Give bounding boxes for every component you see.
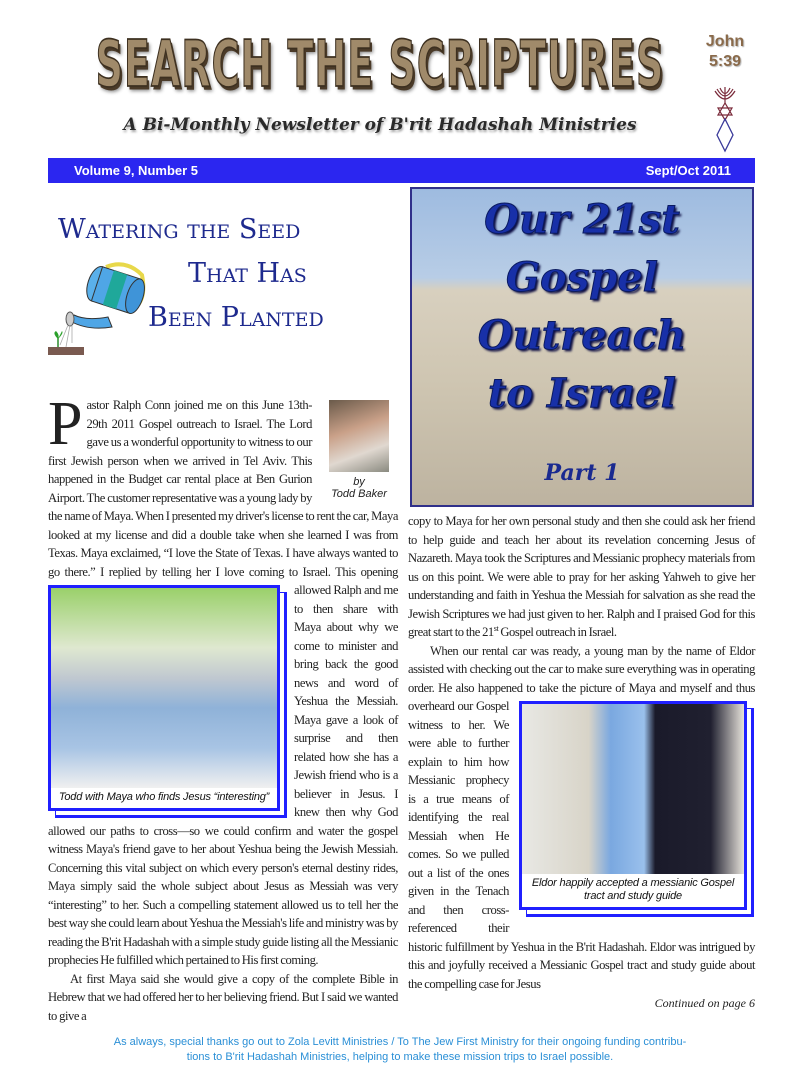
article-paragraph (408, 642, 755, 994)
article-title-line: Watering the Seed (58, 214, 301, 245)
hero-image (410, 187, 754, 507)
verse-book: John (705, 33, 745, 50)
issue-bar (48, 158, 755, 183)
footer-line: tions to B'rit Hadashah Ministries, helping to make these mission trips to Israel possible. (186, 1051, 614, 1063)
photo-caption: Todd with Maya who finds Jesus “interesting” (58, 791, 270, 803)
article-title-line: That Has (188, 258, 307, 289)
hero-title-line: Our 21st (484, 196, 680, 243)
messianic-seal-icon (713, 85, 737, 153)
issue-date: Sept/Oct 2011 (645, 163, 731, 178)
scripture-reference (700, 32, 750, 72)
footer-thanks (40, 1035, 760, 1065)
newsletter-subtitle: A Bi-Monthly Newsletter of B'rit Hadashah Ministries (123, 115, 637, 135)
byline (320, 476, 398, 500)
byline-by: by (353, 476, 365, 488)
issue-volume: Volume 9, Number 5 (74, 163, 199, 178)
photo-caption-line: Eldor happily accepted a messianic Gospel (531, 877, 735, 889)
verse-number: 5:39 (708, 53, 742, 70)
right-column (408, 512, 755, 1011)
hero-part: Part 1 (544, 460, 620, 486)
photo-todd-maya (48, 585, 280, 811)
article-title-line: Been Planted (148, 302, 324, 333)
photo-caption-line: tract and study guide (584, 890, 682, 902)
hero-title (412, 191, 752, 423)
continued-note: Continued on page 6 (654, 996, 755, 1010)
article-text: confirm and water the gospel witness Maya's friend gave to her about Yeshua being the Jewish Messiah. Concerning this vital subject on which every person's eternal destiny rides, Maya simply said the whole subject about Jesus as Messiah was very “interesting” to her. Such a compelling statement allowed us to tell her the best way she could learn about Yeshua the Messiah's life and ministry was by reading the B'rit Hadashah with a simple study guide listing all the Messianic prophecies He fulfilled which pertained to His first coming. (48, 823, 399, 967)
article-text: astor Ralph Conn joined me on this June 13th-29th 2011 Gospel outreach to Israel. The Lord gave us a wonderful opportunity to witness to our first Jewish person when we arrived in Tel Aviv. This happened in the Budget car rental place at Ben Gurion Airport. The customer representative was a young lady by the name of Maya. When I presented my driver's license to rent the car, Maya looked at (48, 398, 398, 542)
article-text: Gospel outreach in Israel. (498, 625, 617, 639)
hero-title-line: to Israel (488, 370, 676, 417)
superscript: st (493, 623, 499, 633)
footer-line: As always, special thanks go out to Zola Levitt Ministries / To The Jew First Ministry for their ongoing funding contribu- (113, 1036, 687, 1048)
photo-image (51, 588, 277, 788)
article-text: At first Maya said she would give a copy of the complete Bible in Hebrew that we had offered her to her believing friend. But I said we wanted to give a (48, 971, 398, 1023)
article-text: copy to Maya for her own personal study and then she could ask her friend to help guide and teach her about its revelation concerning Jesus of Nazareth. Maya took the Scriptures and Messianic prophecy materials from us on this point. We were able to pray for her asking Yahweh to give her understanding and faith in Yeshua the Messiah for salvation as she read the Jewish Scriptures we had just given to her. Ralph and I praised God for this great start to the 21 (408, 514, 755, 639)
drop-cap: P (48, 390, 83, 458)
left-column (48, 390, 399, 1025)
hero-title-line: Gospel (506, 254, 658, 301)
article-text: my license and did a double take when she learned I was from Texas. Maya exclaimed, “I love the State of Texas. I have always wanted to go there.” I replied by telling her I love coming to Israel. This opening allowed Ralph (48, 527, 399, 597)
author-photo (329, 400, 389, 472)
byline-author: Todd Baker (331, 488, 387, 500)
watering-can-illustration (46, 255, 146, 357)
article-text: When our rental car was ready, a young man by the name of Eldor assisted with checking out the car to make sure everything was in operating order. He also happened to take the picture of Maya and myself and thus (408, 643, 755, 695)
author-box (320, 400, 398, 500)
photo-caption (522, 874, 744, 907)
photo-image (522, 704, 744, 874)
photo-todd-eldor (519, 701, 747, 910)
article-text: Yeshua in the B'rit Hadashah. Eldor was intrigued by this and joyfully received a Messianic Gospel tract and study guide about the compelling case for Jesus (408, 939, 755, 991)
article-paragraph (48, 390, 399, 970)
hero-title-line: Outreach (477, 312, 687, 359)
article-paragraph (408, 512, 755, 642)
newsletter-title: SEARCH THE SCRIPTURES (95, 26, 665, 102)
article-text: and me to then share with Maya about why we come to minister and bring back the good news and word of Yeshua the Messiah. Maya gave a look of surprise and then related how she has a Jewish friend who is a believer in Jesus. I knew then why God allowed our paths to cross—so we could (48, 583, 399, 838)
article-text: overheard our Gospel witness to her. We were able to further explain to him how Messianic prophecy is a true means of identifying the real Messiah when He comes. So we pulled out a list of the ones given in the Tenach and then cross-referenced their historic fulfillment by (408, 699, 509, 954)
